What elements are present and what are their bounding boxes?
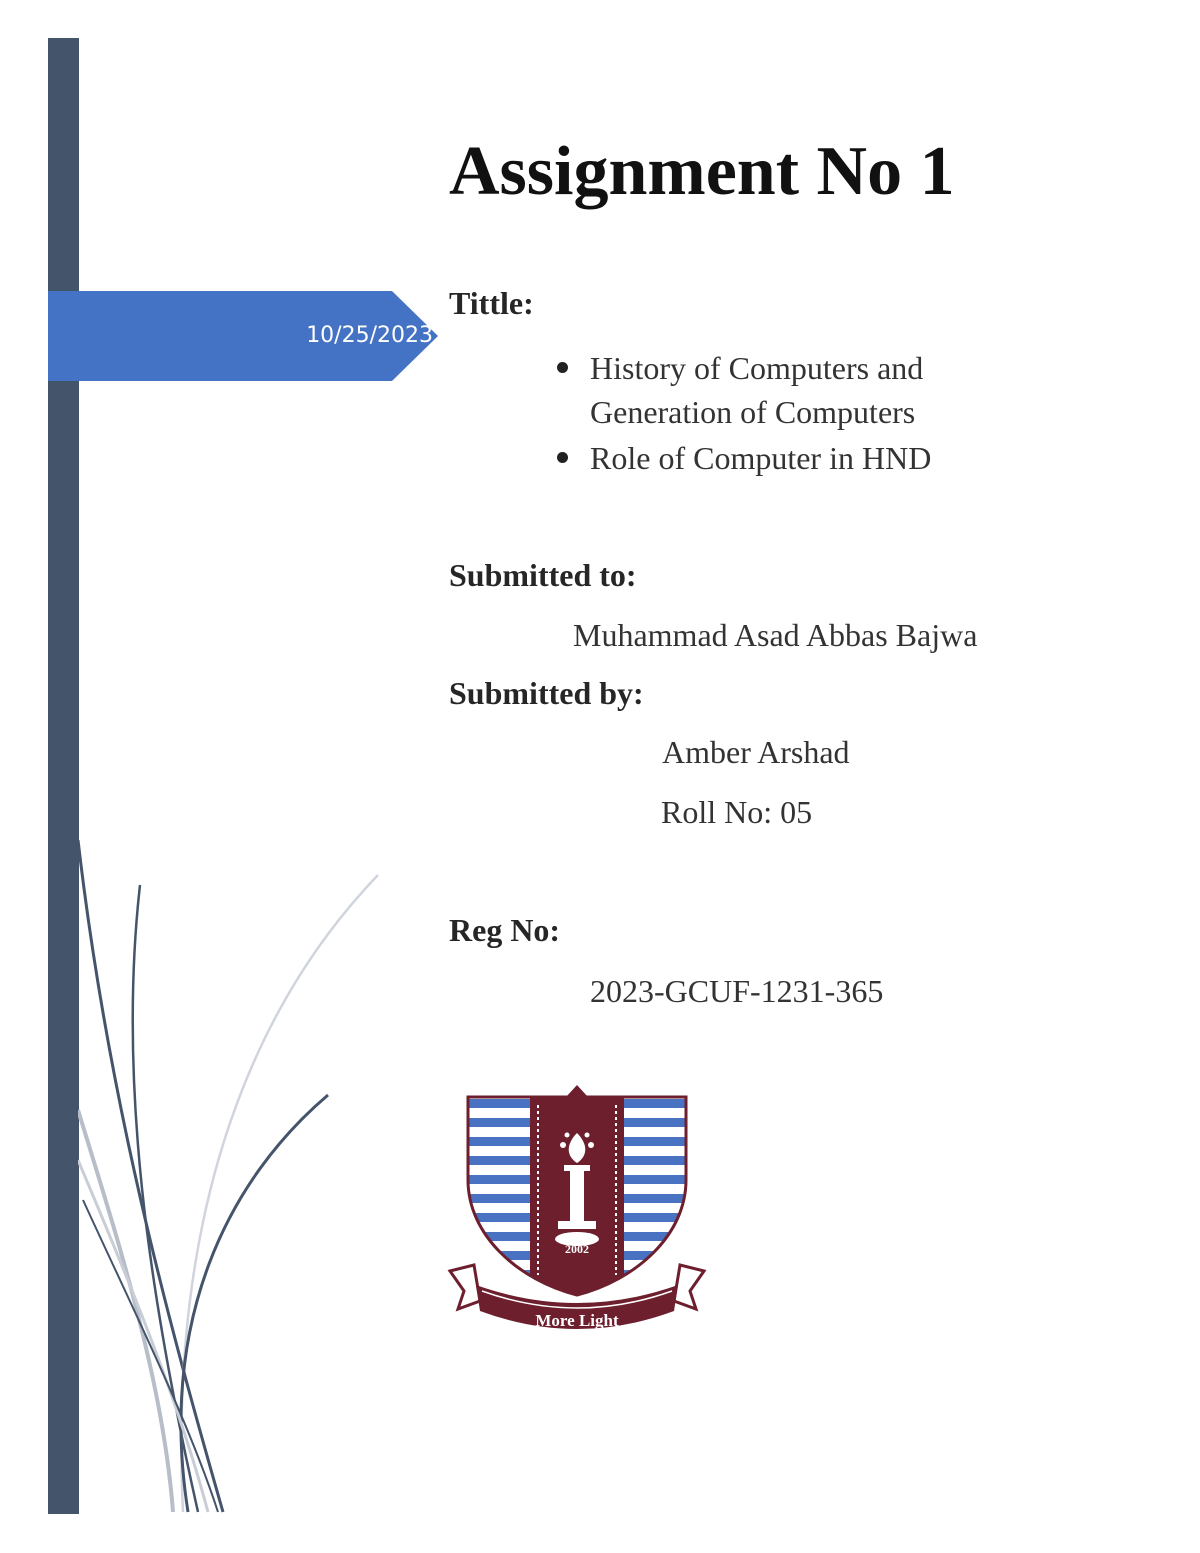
topic-list <box>555 346 1035 482</box>
list-item <box>555 346 1035 434</box>
list-item <box>555 436 1035 480</box>
submitted-by-label: Submitted by: <box>449 675 644 711</box>
bullet-icon <box>557 362 568 373</box>
submitted-to-label: Submitted to: <box>449 557 637 593</box>
sidebar-bar <box>48 38 79 1514</box>
topic-text: History of Computers and Generation of Computers <box>590 350 924 430</box>
supervisor-name: Muhammad Asad Abbas Bajwa <box>573 617 978 653</box>
university-crest-logo <box>446 1085 708 1340</box>
reg-number: 2023-GCUF-1231-365 <box>590 973 884 1009</box>
topic-label: Tittle: <box>449 285 534 321</box>
date-banner <box>48 291 438 381</box>
bullet-icon <box>557 452 568 463</box>
crest-year: 2002 <box>565 1242 589 1256</box>
assignment-title: Assignment No 1 <box>449 133 955 210</box>
topic-text: Role of Computer in HND <box>590 440 932 476</box>
reg-label: Reg No: <box>449 912 561 948</box>
crest-motto: More Light <box>535 1311 619 1330</box>
roll-number: Roll No: 05 <box>661 794 813 830</box>
cover-date: 10/25/2023 <box>306 323 433 348</box>
student-name: Amber Arshad <box>662 734 850 770</box>
decorative-swooshes <box>78 840 388 1520</box>
